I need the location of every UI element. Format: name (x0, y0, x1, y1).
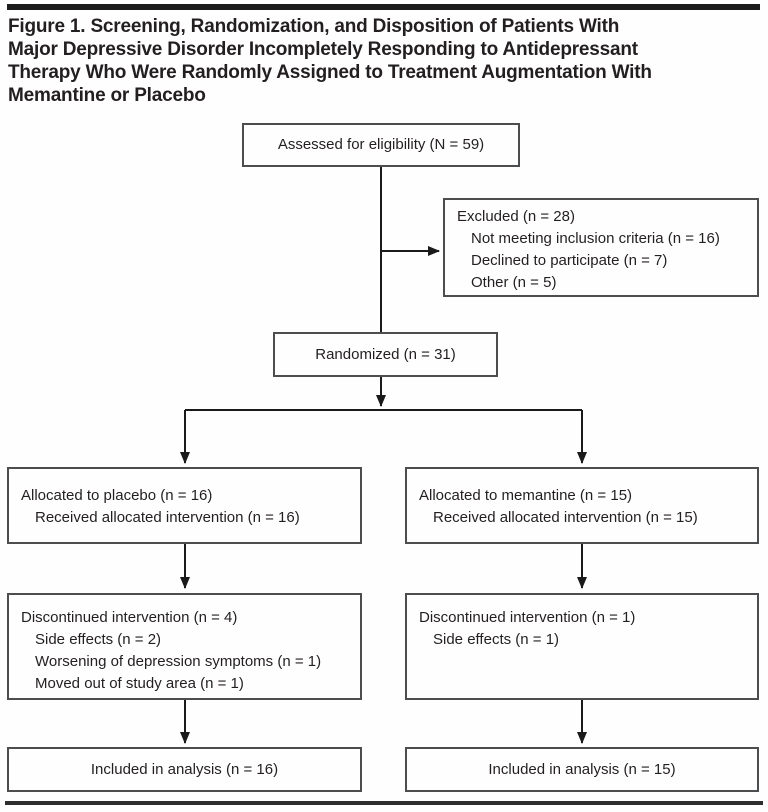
placebo-allocated-item: Received allocated intervention (n = 16) (35, 509, 300, 526)
placebo-analysis-box (7, 747, 362, 792)
top-rule (7, 4, 760, 10)
excluded-item: Not meeting inclusion criteria (n = 16) (471, 230, 720, 247)
excluded-item: Other (n = 5) (471, 274, 557, 291)
memantine-allocated-box (405, 467, 759, 544)
assessed-eligibility-box (242, 123, 520, 167)
placebo-allocated-box (7, 467, 362, 544)
memantine-discontinued-title: Discontinued intervention (n = 1) (419, 609, 636, 626)
memantine-allocated-item: Received allocated intervention (n = 15) (433, 509, 698, 526)
figure-title-line: Memantine or Placebo (8, 85, 206, 106)
placebo-analysis-text: Included in analysis (n = 16) (90, 760, 279, 778)
figure-title-line: Therapy Who Were Randomly Assigned to Treatment Augmentation With (8, 62, 652, 83)
memantine-allocated-title: Allocated to memantine (n = 15) (419, 487, 633, 504)
placebo-discontinued-item: Moved out of study area (n = 1) (35, 675, 244, 692)
figure-title-line: Figure 1. Screening, Randomization, and Disposition of Patients With (8, 16, 620, 37)
figure-title-line: Major Depressive Disorder Incompletely Responding to Antidepressant (8, 39, 638, 60)
excluded-item: Declined to participate (n = 7) (471, 252, 668, 269)
placebo-discontinued-box (7, 593, 362, 700)
randomized-text: Randomized (n = 31) (315, 345, 456, 363)
excluded-box (443, 198, 759, 297)
figure-title (8, 15, 652, 107)
bottom-rule (5, 801, 763, 805)
placebo-discontinued-item: Side effects (n = 2) (35, 631, 162, 648)
memantine-discontinued-box (405, 593, 759, 700)
placebo-discontinued-title: Discontinued intervention (n = 4) (21, 609, 238, 626)
memantine-analysis-box (405, 747, 759, 792)
placebo-discontinued-item: Worsening of depression symptoms (n = 1) (35, 653, 322, 670)
memantine-discontinued-item: Side effects (n = 1) (433, 631, 560, 648)
excluded-title: Excluded (n = 28) (457, 208, 575, 225)
memantine-analysis-text: Included in analysis (n = 15) (488, 760, 676, 778)
assessed-eligibility-text: Assessed for eligibility (N = 59) (277, 136, 485, 153)
randomized-box (273, 332, 498, 377)
placebo-allocated-title: Allocated to placebo (n = 16) (21, 487, 213, 504)
